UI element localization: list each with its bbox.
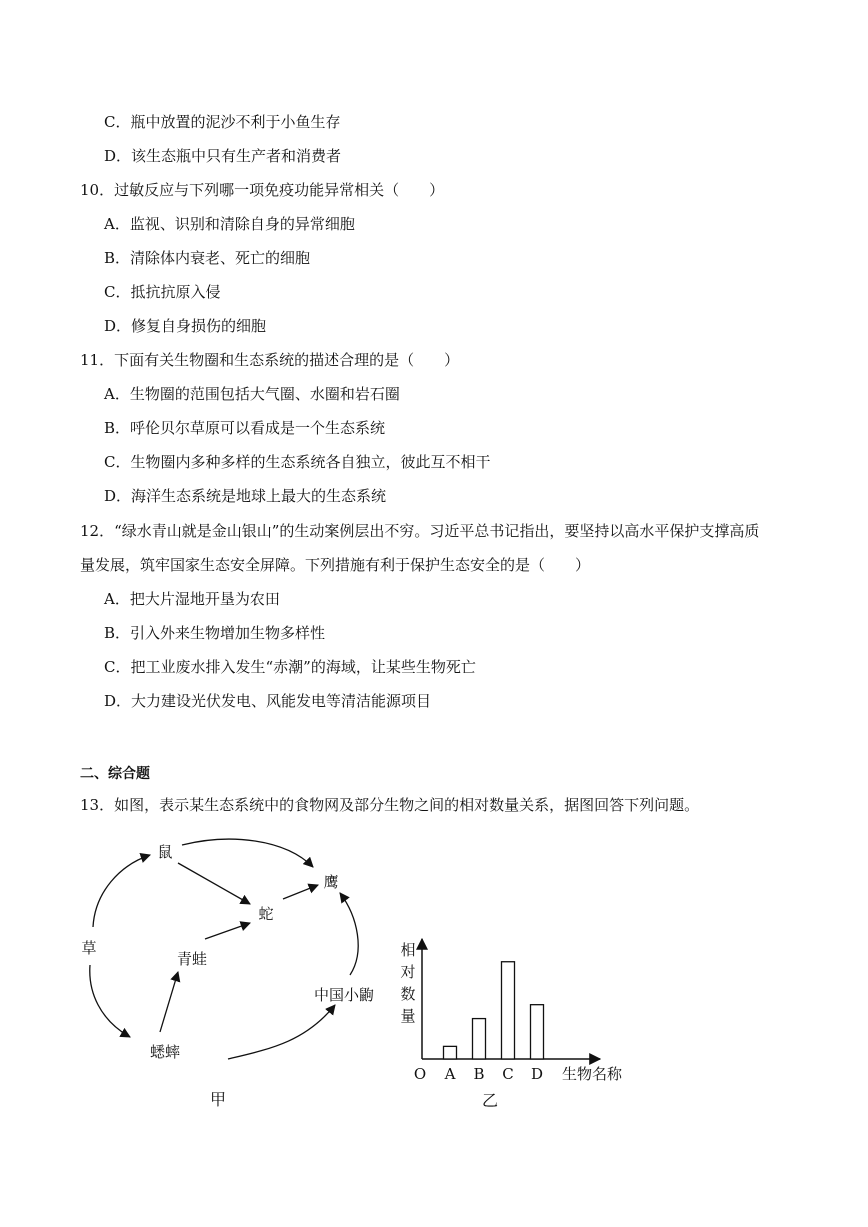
food-web-diagram bbox=[81, 839, 374, 1109]
arrow-cricket-to-frog bbox=[160, 972, 178, 1032]
q12-option-c: C．把工业废水排入发生“赤潮”的海域，让某些生物死亡 bbox=[104, 658, 476, 676]
q12-option-b: B．引入外来生物增加生物多样性 bbox=[104, 624, 326, 642]
node-hawk: 鹰 bbox=[323, 873, 339, 891]
node-mouse: 鼠 bbox=[157, 843, 173, 861]
y-axis-label-char-3: 数 bbox=[400, 985, 416, 1003]
node-shrew: 中国小鼩 bbox=[313, 986, 375, 1004]
arrow-grass-to-mouse bbox=[93, 855, 150, 927]
node-cricket: 蟋蟀 bbox=[149, 1043, 181, 1061]
q11-option-a: A．生物圈的范围包括大气圈、水圈和岩石圈 bbox=[104, 385, 400, 403]
bar-d bbox=[531, 1005, 544, 1059]
arrow-mouse-to-snake bbox=[178, 863, 250, 904]
origin-label: O bbox=[413, 1065, 427, 1083]
arrow-shrew-to-hawk bbox=[340, 893, 358, 975]
food-web-caption: 甲 bbox=[209, 1090, 227, 1109]
tick-label-b: B bbox=[473, 1065, 485, 1083]
q11-option-b: B．呼伦贝尔草原可以看成是一个生态系统 bbox=[104, 419, 386, 437]
x-axis-label: 生物名称 bbox=[561, 1065, 623, 1083]
node-grass: 草 bbox=[81, 939, 97, 957]
q13-stem: 13．如图，表示某生态系统中的食物网及部分生物之间的相对数量关系，据图回答下列问题。 bbox=[80, 796, 700, 814]
q11-option-c: C．生物圈内多种多样的生态系统各自独立，彼此互不相干 bbox=[104, 453, 491, 471]
tick-labels-group bbox=[444, 1065, 543, 1083]
q11-stem: 11．下面有关生物圈和生态系统的描述合理的是（ ） bbox=[80, 351, 460, 369]
arrow-grass-to-cricket bbox=[90, 965, 130, 1037]
arrow-cricket-to-shrew bbox=[228, 1005, 335, 1059]
q10-option-b: B．清除体内衰老、死亡的细胞 bbox=[104, 249, 311, 267]
y-axis-label-char-1: 相 bbox=[400, 941, 416, 959]
bar-a bbox=[444, 1046, 457, 1059]
node-frog: 青蛙 bbox=[176, 950, 208, 968]
tick-label-a: A bbox=[444, 1065, 456, 1083]
tick-label-c: C bbox=[502, 1065, 514, 1083]
q9-option-c: C．瓶中放置的泥沙不利于小鱼生存 bbox=[104, 113, 341, 131]
bars-group bbox=[444, 962, 544, 1059]
q10-option-d: D．修复自身损伤的细胞 bbox=[104, 317, 267, 335]
y-axis-label-char-2: 对 bbox=[400, 963, 416, 981]
q12-option-d: D．大力建设光伏发电、风能发电等清洁能源项目 bbox=[104, 692, 432, 710]
q12-stem-line1: 12．“绿水青山就是金山银山”的生动案例层出不穷。习近平总书记指出，要坚持以高水平保护支撑高质 bbox=[80, 522, 760, 540]
arrow-mouse-to-hawk bbox=[182, 839, 313, 867]
chart-caption: 乙 bbox=[481, 1091, 499, 1110]
q10-option-c: C．抵抗抗原入侵 bbox=[104, 283, 221, 301]
q10-stem: 10．过敏反应与下列哪一项免疫功能异常相关（ ） bbox=[80, 181, 445, 199]
node-snake: 蛇 bbox=[258, 905, 274, 923]
q9-option-d: D．该生态瓶中只有生产者和消费者 bbox=[104, 147, 342, 165]
q10-option-a: A．监视、识别和清除自身的异常细胞 bbox=[104, 215, 355, 233]
tick-label-d: D bbox=[530, 1065, 544, 1083]
q12-stem-line2: 量发展，筑牢国家生态安全屏障。下列措施有利于保护生态安全的是（ ） bbox=[80, 556, 591, 574]
bar-c bbox=[502, 962, 515, 1059]
q11-option-d: D．海洋生态系统是地球上最大的生态系统 bbox=[104, 487, 387, 505]
arrow-frog-to-snake bbox=[205, 923, 250, 939]
section-title: 二、综合题 bbox=[80, 766, 150, 782]
bar-chart bbox=[400, 939, 623, 1110]
bar-b bbox=[473, 1019, 486, 1059]
arrow-snake-to-hawk bbox=[283, 885, 318, 899]
figure-area bbox=[0, 827, 868, 1227]
y-axis-label-char-4: 量 bbox=[400, 1007, 416, 1025]
q12-option-a: A．把大片湿地开垦为农田 bbox=[104, 590, 280, 608]
